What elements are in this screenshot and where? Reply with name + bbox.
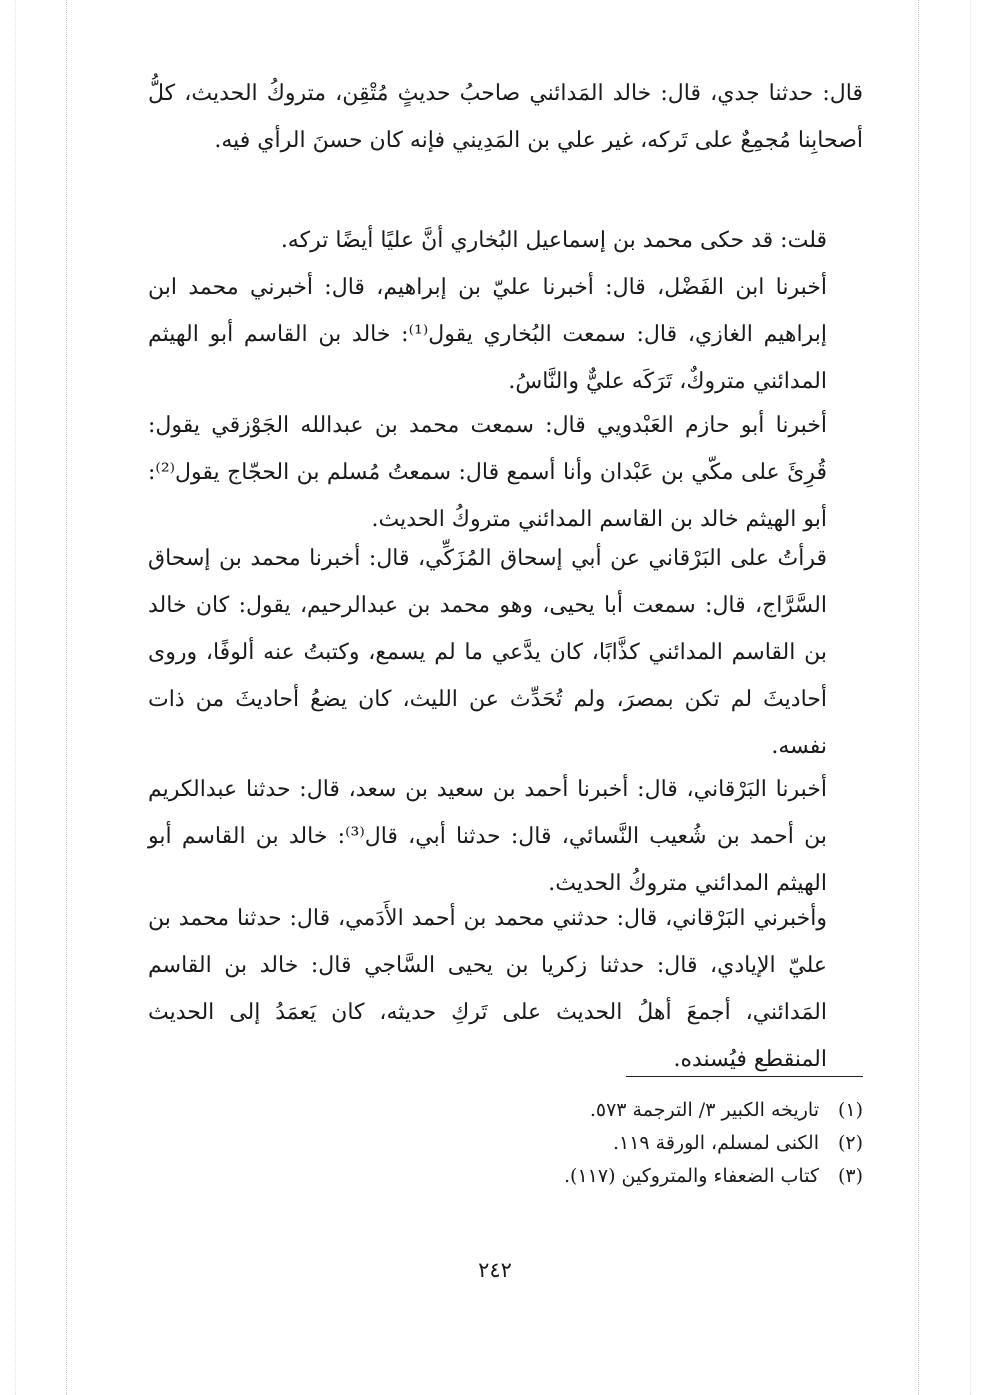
footnote-text: كتاب الضعفاء والمتروكين (١١٧).	[564, 1165, 819, 1187]
footnote-number: (٣)	[837, 1165, 863, 1187]
footnote	[420, 1094, 863, 1127]
paragraph	[148, 264, 863, 405]
paragraph-text: قرأتُ على البَرْقاني عن أبي إسحاق المُزَكِّي، قال: أخبرنا محمد بن إسحاق السَّرَّاج، قال: سمعت أبا يحيى، وهو محمد بن عبدالرحيم، يقول: كان خالد بن القاسم المدائني كذَّابًا، كان يدَّعي ما لم يسمع، وكتبتُ عنه ألوفًا، وروى أحاديثَ لم تكن بمصرَ، ولم تُحَدِّث عن الليث، كان يضعُ أحاديثَ من ذات نفسه.	[148, 546, 827, 759]
page-number: ٢٤٢	[478, 1258, 512, 1282]
paragraph-text: وأخبرني البَرْقاني، قال: حدثني محمد بن أحمد الأَدَمي، قال: حدثنا محمد بن عليّ الإيادي، قال: حدثنا زكريا بن يحيى السَّاجي قال: خالد بن القاسم المَدائني، أجمعَ أهلُ الحديث على تَركِ حديثه، كان يَعمَدُ إلى الحديث المنقطع فيُسنده.	[148, 906, 827, 1072]
footnotes	[420, 1094, 863, 1193]
paragraph	[148, 70, 863, 164]
paragraph	[148, 217, 863, 264]
footnote-text: تاريخه الكبير ٣/ الترجمة ٥٧٣.	[589, 1099, 819, 1121]
scan-edge	[918, 0, 919, 1395]
paragraph-text: أخبرنا البَرْقاني، قال: أخبرنا أحمد بن سعيد بن سعد، قال: حدثنا عبدالكريم بن أحمد بن شُعيب النَّسائي، قال: حدثنا أبي، قال⁽³⁾: خالد بن القاسم أبو الهيثم المدائني متروكُ الحديث.	[148, 777, 827, 896]
footnote-number: (٢)	[837, 1132, 863, 1154]
paragraph-text: أخبرنا أبو حازم العَبْدويي قال: سمعت محمد بن عبدالله الجَوْزقي يقول: قُرِئَ على مكّي بن عَبْدان وأنا أسمع قال: سمعتُ مُسلم بن الحجّاج يقول⁽²⁾: أبو الهيثم خالد بن القاسم المدائني متروكُ الحديث.	[148, 413, 827, 532]
scan-edge	[970, 0, 971, 1395]
paragraph	[148, 895, 863, 1083]
footnote	[420, 1127, 863, 1160]
scan-edge	[15, 0, 16, 1395]
paragraph	[148, 535, 863, 770]
footnote-divider	[626, 1076, 863, 1077]
paragraph	[148, 402, 863, 543]
scan-edge	[66, 0, 67, 1395]
paragraph-text: قال: حدثنا جدي، قال: خالد المَدائني صاحبُ حديثٍ مُتْقِن، متروكُ الحديث، كلُّ أصحابِنا مُجمِعٌ على تَركه، غير علي بن المَدِيني فإنه كان حسنَ الرأي فيه.	[148, 81, 863, 153]
paragraph	[148, 766, 863, 907]
paragraph-text: قلت: قد حكى محمد بن إسماعيل البُخاري أنَّ عليًا أيضًا تركه.	[280, 228, 827, 253]
footnote	[420, 1160, 863, 1193]
footnote-number: (١)	[837, 1099, 863, 1121]
paragraph-text: أخبرنا ابن الفَضْل، قال: أخبرنا عليّ بن إبراهيم، قال: أخبرني محمد ابن إبراهيم الغازي، قال: سمعت البُخاري يقول⁽¹⁾: خالد بن القاسم أبو الهيثم المدائني متروكٌ، تَرَكَه عليٌّ والنَّاسُ.	[148, 275, 827, 394]
footnote-text: الكنى لمسلم، الورقة ١١٩.	[612, 1132, 819, 1154]
